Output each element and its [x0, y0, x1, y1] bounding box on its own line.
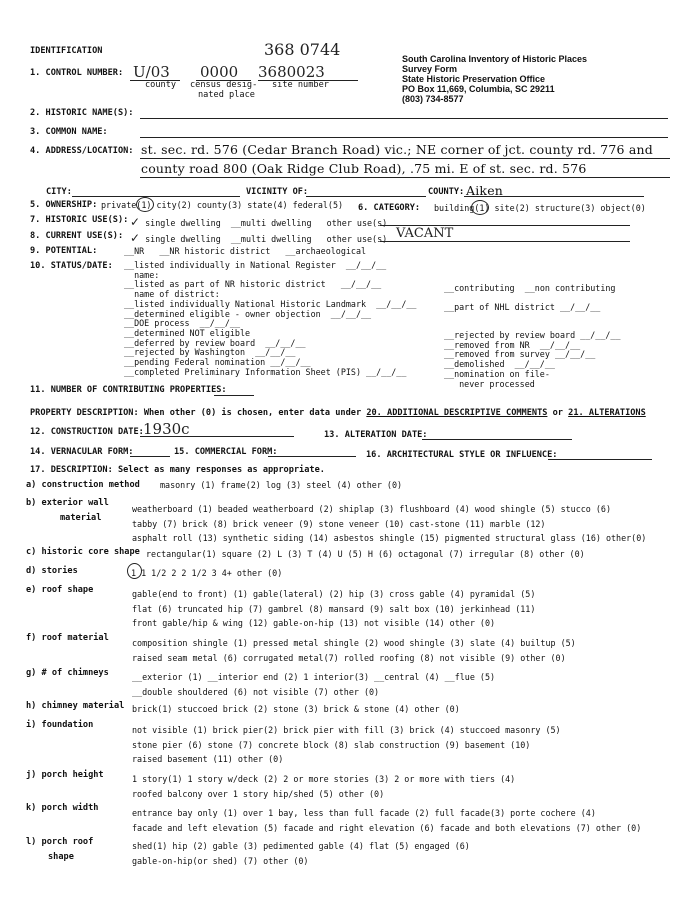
current-use-label: 8. CURRENT USE(S):	[30, 231, 124, 241]
foundation-options	[132, 723, 561, 767]
porch-width-label: k) porch width	[26, 803, 99, 813]
category-label: 6. CATEGORY:	[358, 203, 421, 213]
status-nhl: __part of NHL district __/__/__	[444, 302, 601, 312]
property-description	[30, 408, 646, 418]
roof-shape-label: e) roof shape	[26, 585, 94, 595]
category-options	[434, 203, 646, 213]
county-value: Aiken	[466, 183, 504, 198]
core-shape-options: rectangular(1) square (2) L (3) T (4) U (5) H (6) octagonal (7) irregular (8) other (0)	[146, 549, 585, 559]
address-line-1: st. sec. rd. 576 (Cedar Branch Road) vic.; NE corner of jct. county rd. 776 and	[141, 142, 653, 157]
option-row: not visible (1) brick pier(2) brick pier with fill (3) brick (4) stuccoed masonry (5)	[132, 725, 561, 735]
option-row: raised basement (11) other (0)	[132, 754, 284, 764]
agency-line: State Historic Preservation Office	[402, 74, 546, 84]
control-number-label: 1. CONTROL NUMBER:	[30, 68, 124, 78]
potential-district: NR historic district	[169, 246, 271, 256]
option-row: __exterior (1) __interior end (2) 1 interior(3) __central (4) __flue (5)	[132, 672, 496, 682]
current-single: single dwelling	[145, 234, 221, 244]
demolished-text: demolished	[454, 359, 505, 370]
ownership-federal: federal(5)	[292, 200, 344, 210]
or-text: or	[552, 408, 563, 418]
category-object: object(0)	[600, 203, 646, 213]
nhl-district-text: part of NHL district	[454, 302, 555, 312]
description-intro: 17. DESCRIPTION: Select as many responses as appropriate.	[30, 465, 325, 475]
building-circle-mark	[471, 200, 489, 215]
construction-method-label: a) construction method	[26, 480, 140, 490]
status-label: 10. STATUS/DATE:	[30, 261, 113, 271]
alteration-date-label: 13. ALTERATION DATE:	[324, 430, 428, 440]
census-caption-2: nated place	[198, 90, 255, 100]
commercial-form-label: 15. COMMERCIAL FORM:	[174, 447, 278, 457]
option-row: shed(1) hip (2) gable (3) pedimented gable (4) flat (5) engaged (6)	[132, 841, 470, 851]
stories-options: 1 1 1/2 2 2 1/2 3 4+ other (0)	[131, 568, 283, 578]
status-line: completed Preliminary Information Sheet (PIS)	[134, 366, 361, 377]
vicinity-label: VICINITY OF:	[246, 187, 309, 197]
historic-use-label: 7. HISTORIC USE(S):	[30, 215, 129, 225]
rejected-board-text: rejected by review board	[454, 330, 576, 340]
county-label: COUNTY:	[428, 187, 465, 197]
site-number: 3680023	[258, 63, 325, 81]
option-row: gable-on-hip(or shed) (7) other (0)	[132, 855, 309, 866]
check-mark-icon: ✓	[130, 231, 141, 245]
contributing-text: contributing	[454, 283, 515, 293]
never-processed-text: never processed	[459, 378, 535, 389]
option-row: front gable/hip & wing (12) gable-on-hip (13) not visible (14) other (0)	[132, 618, 496, 628]
status-right-column: __rejected by review board __/__/__ __removed from NR __/__/__ __removed from survey __/__/__ __demolished __/__/__ __nomination on file- never processed	[444, 330, 621, 389]
vernacular-form-label: 14. VERNACULAR FORM:	[30, 447, 134, 457]
agency-line: Survey Form	[402, 64, 458, 74]
construction-date-value: 1930c	[143, 420, 190, 438]
option-row: roofed balcony over 1 story hip/shed (5) other (0)	[132, 788, 385, 799]
option-row: 1 story(1) 1 story w/deck (2) 2 or more stories (3) 2 or more with tiers (4)	[132, 774, 516, 784]
check-mark-icon: ✓	[130, 215, 141, 229]
historic-names-label: 2. HISTORIC NAME(S):	[30, 108, 134, 118]
status-contributing: __contributing __non contributing	[444, 283, 616, 293]
status-left-column: __listed individually in National Register __/__/__ name: __listed as part of NR historic district __/__/__ name of district: __listed individually National Historic Landmark __/__/__ __determined eligible - owner objection __/__/__ __DOE process __/__/__ __determined NOT eligible __deferred by review board __/__/__ __rejected by Washington __/__/__ __pending Federal nomination __/__/__ __completed Preliminary Information Sheet (PIS) __/__/__	[124, 260, 417, 377]
porch-roof-label: l) porch roof	[26, 837, 94, 847]
city-label: CITY:	[46, 187, 72, 197]
county-code: U/03	[133, 63, 170, 81]
ownership-county: county(3)	[196, 200, 243, 210]
porch-width-options	[132, 806, 641, 835]
status-line: name:	[134, 269, 160, 280]
stories-circle-mark	[127, 563, 142, 579]
status-line: determined eligible - owner objection	[134, 308, 321, 319]
roof-material-options	[132, 636, 576, 665]
status-line: pending Federal nomination	[134, 357, 266, 368]
status-line: listed individually in National Register	[134, 260, 336, 270]
historic-single: single dwelling	[145, 218, 221, 228]
address-label: 4. ADDRESS/LOCATION:	[30, 146, 134, 156]
option-row: composition shingle (1) pressed metal shingle (2) wood shingle (3) slate (4) builtup (5)	[132, 638, 576, 648]
status-line: listed individually National Historic Landmark	[134, 298, 367, 309]
census-caption: census desig-	[190, 80, 258, 90]
potential-options: __NR __NR historic district __archaeological	[124, 246, 367, 256]
current-multi: multi dwelling	[240, 234, 312, 244]
porch-height-options	[132, 772, 515, 801]
status-line: determined NOT eligible	[134, 327, 251, 338]
potential-label: 9. POTENTIAL:	[30, 246, 98, 256]
exterior-wall-label: b) exterior wall	[26, 498, 109, 508]
porch-roof-label-2: shape	[48, 852, 74, 862]
roof-shape-options	[132, 587, 535, 631]
ownership-label: 5. OWNERSHIP:	[30, 200, 98, 210]
agency-block	[402, 54, 587, 104]
construction-method-options: masonry (1) frame(2) log (3) steel (4) other (0)	[160, 480, 403, 490]
exterior-wall-options	[132, 502, 646, 546]
potential-nr: NR	[134, 246, 145, 256]
roof-material-label: f) roof material	[26, 633, 109, 643]
porch-roof-options	[132, 839, 470, 868]
agency-line: South Carolina Inventory of Historic Places	[402, 54, 588, 64]
ownership-state: state(4)	[247, 200, 288, 210]
historic-multi: multi dwelling	[240, 218, 312, 228]
status-line: name of district:	[134, 289, 220, 300]
census-code: 0000	[200, 63, 239, 81]
option-row: flat (6) truncated hip (7) gambrel (8) mansard (9) salt box (10) jerkinhead (11)	[132, 603, 536, 614]
county-caption: county	[145, 80, 177, 90]
status-line: rejected by Washington	[134, 347, 246, 358]
option-row: tabby (7) brick (8) brick veneer (9) stone veneer (10) cast-stone (11) marble (12)	[132, 518, 546, 529]
handwritten-number: 368 0744	[264, 40, 341, 59]
option-row: stone pier (6) stone (7) concrete block (8) slab construction (9) basement (10)	[132, 739, 531, 750]
category-structure: structure(3)	[534, 203, 596, 213]
status-line: DOE process	[134, 318, 190, 329]
agency-line: (803) 734-8577	[402, 94, 464, 104]
option-row: __double shouldered (6) not visible (7) other (0)	[132, 686, 380, 697]
foundation-label: i) foundation	[26, 720, 94, 730]
stories-label: d) stories	[26, 566, 78, 576]
address-line-2: county road 800 (Oak Ridge Club Road), .75 mi. E of st. sec. rd. 576	[141, 161, 587, 176]
option-row: asphalt roll (13) synthetic siding (14) asbestos shingle (15) pigmented structural glass (16) other(0)	[132, 533, 647, 543]
historic-other: other use(s)	[326, 218, 388, 228]
option-row: raised seam metal (6) corrugated metal(7) rolled roofing (8) not visible (9) other (0)	[132, 652, 566, 663]
potential-arch: archaeological	[295, 246, 367, 256]
option-row: facade and left elevation (5) facade and right elevation (6) facade and both elevations (7) other (0)	[132, 822, 642, 833]
option-row: gable(end to front) (1) gable(lateral) (2) hip (3) cross gable (4) pyramidal (5)	[132, 589, 536, 599]
option-row: entrance bay only (1) over 1 bay, less than full facade (2) full facade(3) porte cochere (4)	[132, 808, 596, 818]
site-caption: site number	[272, 80, 329, 90]
category-site: site(2)	[494, 203, 530, 213]
current-use-options: ✓ single dwelling __multi dwelling other use(s)	[130, 231, 388, 245]
construction-date-label: 12. CONSTRUCTION DATE:	[30, 427, 144, 437]
contributing-properties-label: 11. NUMBER OF CONTRIBUTING PROPERTIES:	[30, 385, 227, 395]
ownership-private: private(1)	[101, 200, 152, 210]
category-building: building(1)	[434, 203, 490, 213]
status-line: deferred by review board	[134, 337, 256, 348]
chimneys-options	[132, 670, 495, 699]
exterior-wall-label-2: material	[60, 513, 102, 523]
additional-comments-ref: 20. ADDITIONAL DESCRIPTIVE COMMENTS	[366, 408, 548, 418]
non-contributing-text: non contributing	[534, 283, 616, 293]
nomination-file-text: nomination on file-	[454, 368, 550, 379]
common-name-label: 3. COMMON NAME:	[30, 127, 108, 137]
identification-heading: IDENTIFICATION	[30, 46, 103, 56]
current-other: other use(s)	[326, 234, 388, 244]
historic-use-options: ✓ single dwelling __multi dwelling other use(s)	[130, 215, 388, 229]
chimneys-label: g) # of chimneys	[26, 668, 109, 678]
alterations-ref: 21. ALTERATIONS	[568, 408, 646, 418]
core-shape-label: c) historic core shape	[26, 547, 140, 557]
removed-nr-text: removed from NR	[454, 339, 530, 350]
removed-survey-text: removed from survey	[454, 349, 550, 360]
private-circle-mark	[136, 197, 154, 212]
style-label: 16. ARCHITECTURAL STYLE OR INFLUENCE:	[366, 450, 558, 460]
current-other-value: VACANT	[396, 226, 454, 241]
chimney-material-options: brick(1) stuccoed brick (2) stone (3) brick & stone (4) other (0)	[132, 704, 460, 714]
chimney-material-label: h) chimney material	[26, 701, 125, 711]
status-line: listed as part of NR historic district	[134, 279, 326, 290]
property-description-text: PROPERTY DESCRIPTION: When other (0) is chosen, enter data under	[30, 408, 362, 418]
ownership-city: city(2)	[156, 200, 192, 210]
porch-height-label: j) porch height	[26, 770, 104, 780]
option-row: weatherboard (1) beaded weatherboard (2) shiplap (3) flushboard (4) wood shingle (5) stucco (6)	[132, 504, 612, 514]
agency-line: PO Box 11,669, Columbia, SC 29211	[402, 84, 555, 94]
